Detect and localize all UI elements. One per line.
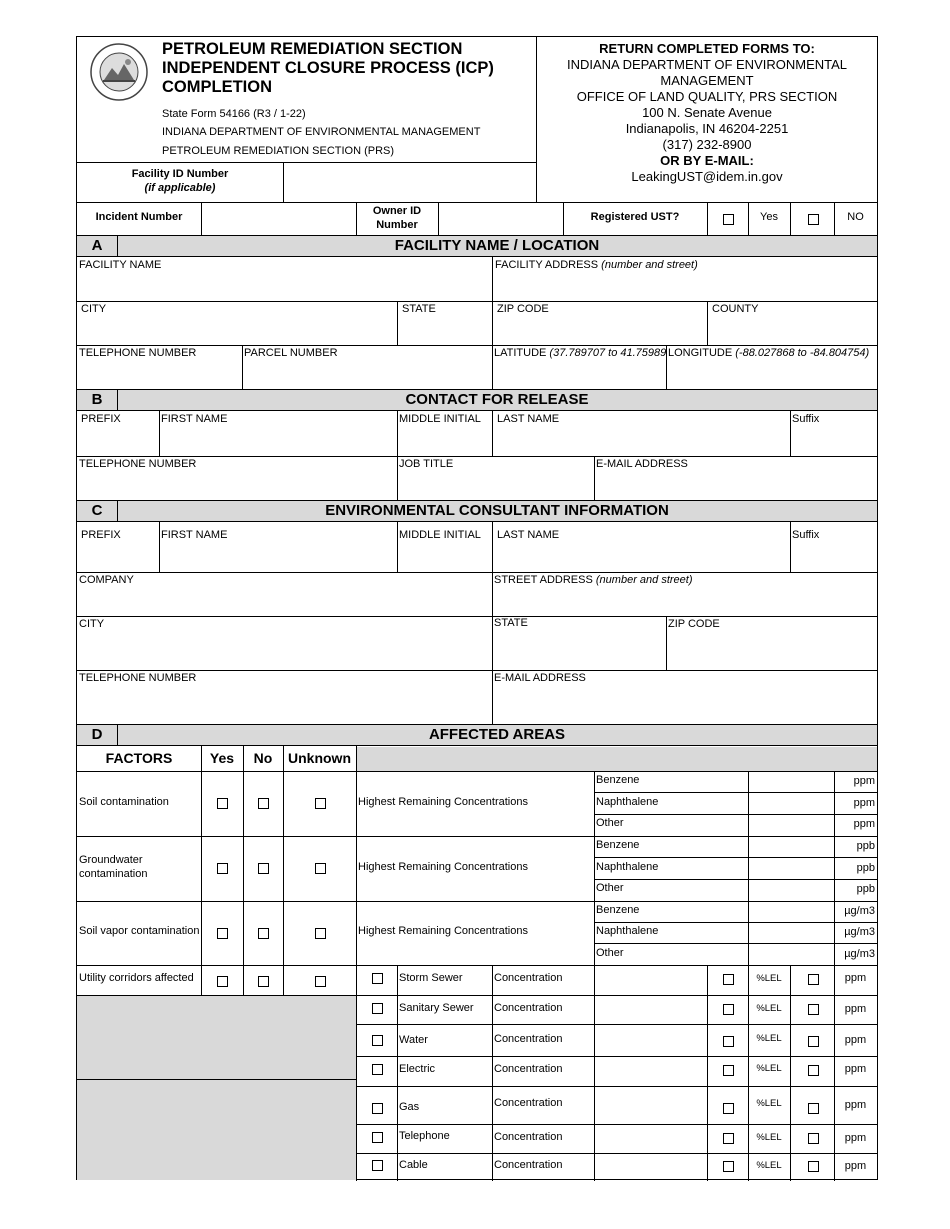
storm-sewer-checkbox[interactable] (372, 973, 383, 984)
gas-label: Gas (399, 1101, 420, 1113)
soil-vapor-contamination-label: Soil vapor contamination (79, 925, 200, 937)
consultant-email-field[interactable]: E-MAIL ADDRESS (494, 672, 586, 684)
gas-lel-label: %LEL (756, 1098, 782, 1109)
consultant-prefix-field[interactable]: PREFIX (81, 529, 121, 541)
sanitary-sewer-lel-label: %LEL (756, 1003, 782, 1014)
section-b-title: CONTACT FOR RELEASE (405, 391, 589, 408)
contact-first-name-field[interactable]: FIRST NAME (161, 413, 228, 425)
cable-ppm-checkbox[interactable] (808, 1161, 819, 1172)
facility-city-field[interactable]: CITY (81, 303, 107, 315)
electric-label: Electric (399, 1063, 436, 1075)
telephone-ppm-label: ppm (844, 1132, 867, 1144)
cable-lel-checkbox[interactable] (723, 1161, 734, 1172)
groundwater-yes-checkbox[interactable] (217, 863, 228, 874)
agency-name: INDIANA DEPARTMENT OF ENVIRONMENTAL MANAGEMENT (162, 126, 481, 138)
section-b-header (77, 389, 877, 411)
consultant-city-field[interactable]: CITY (79, 618, 105, 630)
soil-other-label: Other (596, 817, 624, 829)
water-label: Water (399, 1034, 428, 1046)
contact-job-title-field[interactable]: JOB TITLE (399, 458, 454, 470)
groundwater-naphthalene-input[interactable] (749, 858, 834, 879)
water-concentration-input[interactable] (595, 1025, 707, 1056)
section-b-letter: B (77, 390, 118, 410)
form-page (76, 36, 878, 1180)
incident-number-label: Incident Number (95, 211, 183, 223)
longitude-field[interactable]: LONGITUDE (-88.027868 to -84.804754) (668, 347, 870, 359)
water-lel-checkbox[interactable] (723, 1036, 734, 1047)
storm-sewer-lel-label: %LEL (756, 973, 782, 984)
groundwater-unit-2: ppb (856, 862, 875, 874)
telephone-concentration-input[interactable] (595, 1125, 707, 1153)
storm-sewer-ppm-label: ppm (844, 972, 867, 984)
consultant-zip-field[interactable]: ZIP CODE (668, 618, 720, 630)
soil-naphthalene-input[interactable] (749, 793, 834, 814)
sanitary-sewer-ppm-label: ppm (844, 1003, 867, 1015)
electric-checkbox[interactable] (372, 1064, 383, 1075)
form-title: PETROLEUM REMEDIATION SECTION INDEPENDENT CLOSURE PROCESS (ICP) COMPLETION (162, 40, 494, 96)
soil-vapor-naphthalene-input[interactable] (749, 923, 834, 943)
latitude-field[interactable]: LATITUDE (37.789707 to 41.75989 (494, 347, 667, 359)
groundwater-other-input[interactable] (749, 880, 834, 901)
soil-benzene-input[interactable] (749, 772, 834, 792)
cable-ppm-label: ppm (844, 1160, 867, 1172)
electric-lel-label: %LEL (756, 1063, 782, 1074)
consultant-middle-initial-field[interactable]: MIDDLE INITIAL (399, 529, 481, 541)
cable-concentration-input[interactable] (595, 1154, 707, 1180)
section-c-title: ENVIRONMENTAL CONSULTANT INFORMATION (325, 502, 669, 519)
groundwater-benzene-label: Benzene (596, 839, 640, 851)
consultant-state-field[interactable]: STATE (494, 617, 528, 629)
telephone-checkbox[interactable] (372, 1132, 383, 1143)
sanitary-sewer-lel-checkbox[interactable] (723, 1004, 734, 1015)
facility-telephone-field[interactable]: TELEPHONE NUMBER (79, 347, 197, 359)
electric-concentration-input[interactable] (595, 1057, 707, 1086)
gas-ppm-label: ppm (844, 1099, 867, 1111)
telephone-concentration-label: Concentration (494, 1131, 563, 1143)
soil-naphthalene-label: Naphthalene (596, 796, 659, 808)
no-label: NO (847, 211, 864, 223)
soil-unit-3: ppm (853, 818, 875, 830)
groundwater-contamination-label: Groundwater contamination (79, 854, 148, 880)
consultant-street-field[interactable]: STREET ADDRESS (number and street) (494, 574, 693, 586)
registered-ust-label: Registered UST? (590, 211, 680, 223)
soil-vapor-no-checkbox[interactable] (258, 928, 269, 939)
yes-label: Yes (760, 211, 778, 223)
utility-no-checkbox[interactable] (258, 976, 269, 987)
registered-ust-yes-checkbox[interactable] (723, 214, 734, 225)
section-c-header (77, 500, 877, 522)
groundwater-unit-3: ppb (856, 883, 875, 895)
facility-id-label: Facility ID Number (if applicable) (131, 168, 229, 194)
water-ppm-checkbox[interactable] (808, 1036, 819, 1047)
soil-vapor-yes-checkbox[interactable] (217, 928, 228, 939)
section-c-letter: C (77, 501, 118, 521)
telephone-ppm-checkbox[interactable] (808, 1133, 819, 1144)
groundwater-naphthalene-label: Naphthalene (596, 861, 659, 873)
soil-vapor-naphthalene-label: Naphthalene (596, 925, 659, 937)
soil-hrc-label: Highest Remaining Concentrations (358, 796, 528, 808)
cable-lel-label: %LEL (756, 1160, 782, 1171)
soil-vapor-benzene-label: Benzene (596, 904, 640, 916)
consultant-first-name-field[interactable]: FIRST NAME (161, 529, 228, 541)
soil-benzene-label: Benzene (596, 774, 640, 786)
section-a-header (77, 235, 877, 257)
soil-vapor-unit-3: µg/m3 (844, 948, 875, 960)
section-a-letter: A (77, 236, 118, 256)
cable-label: Cable (399, 1159, 428, 1171)
return-address-block: RETURN COMPLETED FORMS TO: INDIANA DEPARTMENT OF ENVIRONMENTAL MANAGEMENT OFFICE OF LAND QUALITY, PRS SECTION 100 N. Senate Avenue Indianapolis, IN 46204-2251 (317) 232-8900 OR BY E-MAIL: LeakingUST@idem.in.gov (537, 41, 877, 185)
soil-unknown-checkbox[interactable] (315, 798, 326, 809)
telephone-lel-checkbox[interactable] (723, 1133, 734, 1144)
contact-telephone-field[interactable]: TELEPHONE NUMBER (79, 458, 197, 470)
section-a-title: FACILITY NAME / LOCATION (394, 237, 600, 254)
gas-concentration-input[interactable] (595, 1087, 707, 1124)
electric-ppm-label: ppm (844, 1063, 867, 1075)
soil-vapor-other-input[interactable] (749, 944, 834, 965)
yes-header: Yes (209, 750, 235, 766)
storm-sewer-lel-checkbox[interactable] (723, 974, 734, 985)
gas-concentration-label: Concentration (494, 1097, 563, 1109)
contact-last-name-field[interactable]: LAST NAME (497, 413, 560, 425)
storm-sewer-concentration-input[interactable] (595, 966, 707, 995)
header-filler (356, 747, 877, 771)
sanitary-sewer-concentration-label: Concentration (494, 1002, 563, 1014)
sanitary-sewer-concentration-input[interactable] (595, 996, 707, 1024)
soil-unit-2: ppm (853, 797, 875, 809)
electric-lel-checkbox[interactable] (723, 1065, 734, 1076)
groundwater-unit-1: ppb (856, 840, 875, 852)
utility-yes-checkbox[interactable] (217, 976, 228, 987)
contact-suffix-field[interactable]: Suffix (792, 413, 820, 425)
sanitary-sewer-label: Sanitary Sewer (399, 1002, 474, 1014)
consultant-company-field[interactable]: COMPANY (79, 574, 134, 586)
registered-ust-no-checkbox[interactable] (808, 214, 819, 225)
incident-number-input[interactable] (202, 203, 356, 235)
soil-unit-1: ppm (853, 775, 875, 787)
soil-vapor-unit-1: µg/m3 (844, 905, 875, 917)
facility-name-field[interactable]: FACILITY NAME (79, 259, 162, 271)
water-ppm-label: ppm (844, 1034, 867, 1046)
electric-ppm-checkbox[interactable] (808, 1065, 819, 1076)
contact-email-field[interactable]: E-MAIL ADDRESS (596, 458, 688, 470)
gas-ppm-checkbox[interactable] (808, 1103, 819, 1114)
sanitary-sewer-ppm-checkbox[interactable] (808, 1004, 819, 1015)
gas-lel-checkbox[interactable] (723, 1103, 734, 1114)
soil-yes-checkbox[interactable] (217, 798, 228, 809)
soil-vapor-unknown-checkbox[interactable] (315, 928, 326, 939)
state-form-number: State Form 54166 (R3 / 1-22) (162, 108, 306, 120)
unknown-header: Unknown (288, 750, 351, 766)
state-seal-icon (84, 42, 154, 102)
utility-unknown-checkbox[interactable] (315, 976, 326, 987)
groundwater-hrc-label: Highest Remaining Concentrations (358, 861, 528, 873)
groundwater-other-label: Other (596, 882, 624, 894)
section-name: PETROLEUM REMEDIATION SECTION (PRS) (162, 145, 395, 157)
water-lel-label: %LEL (756, 1033, 782, 1044)
consultant-last-name-field[interactable]: LAST NAME (497, 529, 560, 541)
groundwater-benzene-input[interactable] (749, 837, 834, 857)
return-email[interactable]: LeakingUST@idem.in.gov (631, 169, 783, 184)
water-checkbox[interactable] (372, 1035, 383, 1046)
facility-county-field[interactable]: COUNTY (712, 303, 759, 315)
consultant-suffix-field[interactable]: Suffix (792, 529, 820, 541)
facility-address-field[interactable]: FACILITY ADDRESS (number and street) (495, 259, 698, 271)
water-concentration-label: Concentration (494, 1033, 563, 1045)
soil-vapor-other-label: Other (596, 947, 624, 959)
cable-concentration-label: Concentration (494, 1159, 563, 1171)
gas-checkbox[interactable] (372, 1103, 383, 1114)
soil-other-input[interactable] (749, 815, 834, 836)
section-d-header (77, 724, 877, 746)
telephone-lel-label: %LEL (756, 1132, 782, 1143)
section-d-letter: D (77, 725, 118, 745)
contact-prefix-field[interactable]: PREFIX (81, 413, 121, 425)
facility-zip-field[interactable]: ZIP CODE (497, 303, 549, 315)
facility-id-input[interactable] (284, 163, 536, 202)
soil-no-checkbox[interactable] (258, 798, 269, 809)
owner-id-input[interactable] (439, 203, 563, 235)
factors-header: FACTORS (105, 750, 173, 766)
no-header: No (253, 750, 273, 766)
groundwater-unknown-checkbox[interactable] (315, 863, 326, 874)
electric-concentration-label: Concentration (494, 1063, 563, 1075)
cable-checkbox[interactable] (372, 1160, 383, 1171)
groundwater-no-checkbox[interactable] (258, 863, 269, 874)
telephone-label: Telephone (399, 1130, 450, 1142)
soil-vapor-unit-2: µg/m3 (844, 926, 875, 938)
storm-sewer-concentration-label: Concentration (494, 972, 563, 984)
section-d-title: AFFECTED AREAS (428, 726, 566, 743)
parcel-number-field[interactable]: PARCEL NUMBER (244, 347, 338, 359)
storm-sewer-ppm-checkbox[interactable] (808, 974, 819, 985)
utility-gray-filler (77, 995, 356, 1180)
owner-id-label: Owner ID Number (372, 205, 422, 231)
contact-middle-initial-field[interactable]: MIDDLE INITIAL (399, 413, 481, 425)
consultant-telephone-field[interactable]: TELEPHONE NUMBER (79, 672, 197, 684)
facility-state-field[interactable]: STATE (402, 303, 436, 315)
soil-vapor-benzene-input[interactable] (749, 902, 834, 922)
sanitary-sewer-checkbox[interactable] (372, 1003, 383, 1014)
soil-contamination-label: Soil contamination (79, 796, 169, 808)
storm-sewer-label: Storm Sewer (399, 972, 463, 984)
utility-corridors-label: Utility corridors affected (79, 972, 194, 984)
soil-vapor-hrc-label: Highest Remaining Concentrations (358, 925, 528, 937)
